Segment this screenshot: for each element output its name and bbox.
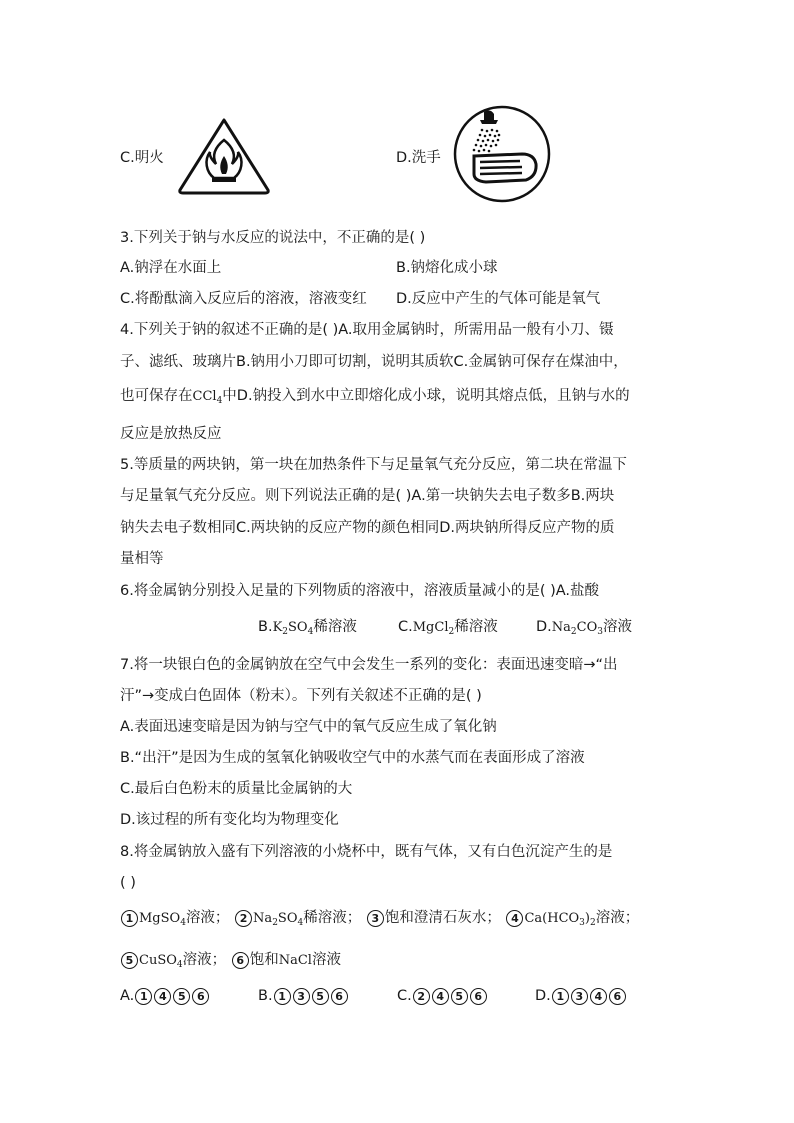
question-8-option-c: C. 2 4 5 6 [397,986,488,1006]
na2so4-formula: $Na_2SO_4$ [253,911,304,928]
question-6-option-c: C.MgCl$_2$稀溶液 [398,619,498,637]
open-flame-warning-icon [176,116,272,196]
item-2-marker: 2 [235,910,252,927]
question-5-line-2: 与足量氧气充分反应。则下列说法正确的是( )A.第一块钠失去电子数多B.两块 [120,488,615,504]
ca-hco3-2-formula: $Ca(HCO_3)_2$ [524,911,596,928]
mgcl2-formula: MgCl$_2$ [412,620,455,637]
item-1-marker: 1 [121,910,138,927]
question-7-line-2: 汗”→变成白色固体（粉末）。下列有关叙述不正确的是( ) [120,688,482,704]
option-c-open-flame-label: C.明火 [120,150,164,166]
question-3-option-a: A.钠浮在水面上 [120,260,222,276]
question-5-line-3: 钠失去电子数相同C.两块钠的反应产物的颜色相同D.两块钠所得反应产物的质 [120,520,615,536]
wash-hands-icon [452,104,552,204]
question-5-line-1: 5.等质量的两块钠，第一块在加热条件下与足量氧气充分反应，第二块在常温下 [120,457,627,473]
question-3-option-d: D.反应中产生的气体可能是氧气 [396,291,601,307]
question-8-line-2: ( ) [120,875,136,891]
nacl-formula: NaCl [278,953,312,968]
question-4-line-1: 4.下列关于钠的叙述不正确的是( )A.取用金属钠时，所需用品一般有小刀、镊 [120,322,614,338]
question-7-option-a: A.表面迅速变暗是因为钠与空气中的氧气反应生成了氧化钠 [120,719,497,735]
question-8-line-1: 8.将金属钠放入盛有下列溶液的小烧杯中，既有气体，又有白色沉淀产生的是 [120,844,613,860]
question-4-line-4: 反应是放热反应 [120,426,222,442]
question-7-line-1: 7.将一块银白色的金属钠放在空气中会发生一系列的变化：表面迅速变暗→“出 [120,657,618,673]
question-6-option-b: $B.K_2SO_4$稀溶液 [258,619,357,637]
item-6-marker: 6 [232,952,249,969]
item-5-marker: 5 [121,952,138,969]
question-8-items-line-1: 1 MgSO$_4$溶液； 2 $Na_2SO_4$稀溶液； 3 饱和澄清石灰水； 4 $Ca(HCO_3)_2$溶液； [120,908,639,933]
question-6-line-1: 6.将金属钠分别投入足量的下列物质的溶液中，溶液质量减小的是( )A.盐酸 [120,583,600,599]
question-4-line-3 [120,386,630,411]
option-d-wash-hands-label: D.洗手 [396,150,441,166]
question-5-line-4: 量相等 [120,551,164,567]
question-8-option-d: D. 1 3 4 6 [535,986,627,1006]
na2co3-formula: $Na_2CO_3$ [551,620,603,637]
cuso4-formula: CuSO$_4$ [139,953,183,970]
ccl4-formula: CCl$_4$ [192,389,223,406]
question-6-option-d: $D.Na_2CO_3$溶液 [536,619,632,637]
k2so4-formula: $K_2SO_4$ [272,620,314,637]
question-3-stem: 3.下列关于钠与水反应的说法中，不正确的是( ) [120,230,426,246]
mgso4-formula: MgSO$_4$ [139,911,186,928]
item-3-marker: 3 [367,910,384,927]
question-3-option-c: C.将酚酞滴入反应后的溶液，溶液变红 [120,291,367,307]
question-4-line-3-start: 也可保存在 [120,388,193,404]
question-7-option-b: B.“出汗”是因为生成的氢氧化钠吸收空气中的水蒸气而在表面形成了溶液 [120,750,585,766]
item-4-marker: 4 [506,910,523,927]
question-7-option-c: C.最后白色粉末的质量比金属钠的大 [120,781,353,797]
question-8-items-line-2: 5 CuSO$_4$溶液； 6 饱和NaCl溶液 [120,950,341,975]
question-4-line-3-end: 中D.钠投入到水中立即熔化成小球，说明其熔点低，且钠与水的 [222,388,630,404]
question-7-option-d: D.该过程的所有变化均为物理变化 [120,812,339,828]
question-8-option-a: A. 1 4 5 6 [120,986,210,1006]
question-8-option-b: B. 1 3 5 6 [258,986,349,1006]
question-3-option-b: B.钠熔化成小球 [396,260,498,276]
question-4-line-2: 子、滤纸、玻璃片B.钠用小刀即可切割，说明其质软C.金属钠可保存在煤油中， [120,354,628,370]
